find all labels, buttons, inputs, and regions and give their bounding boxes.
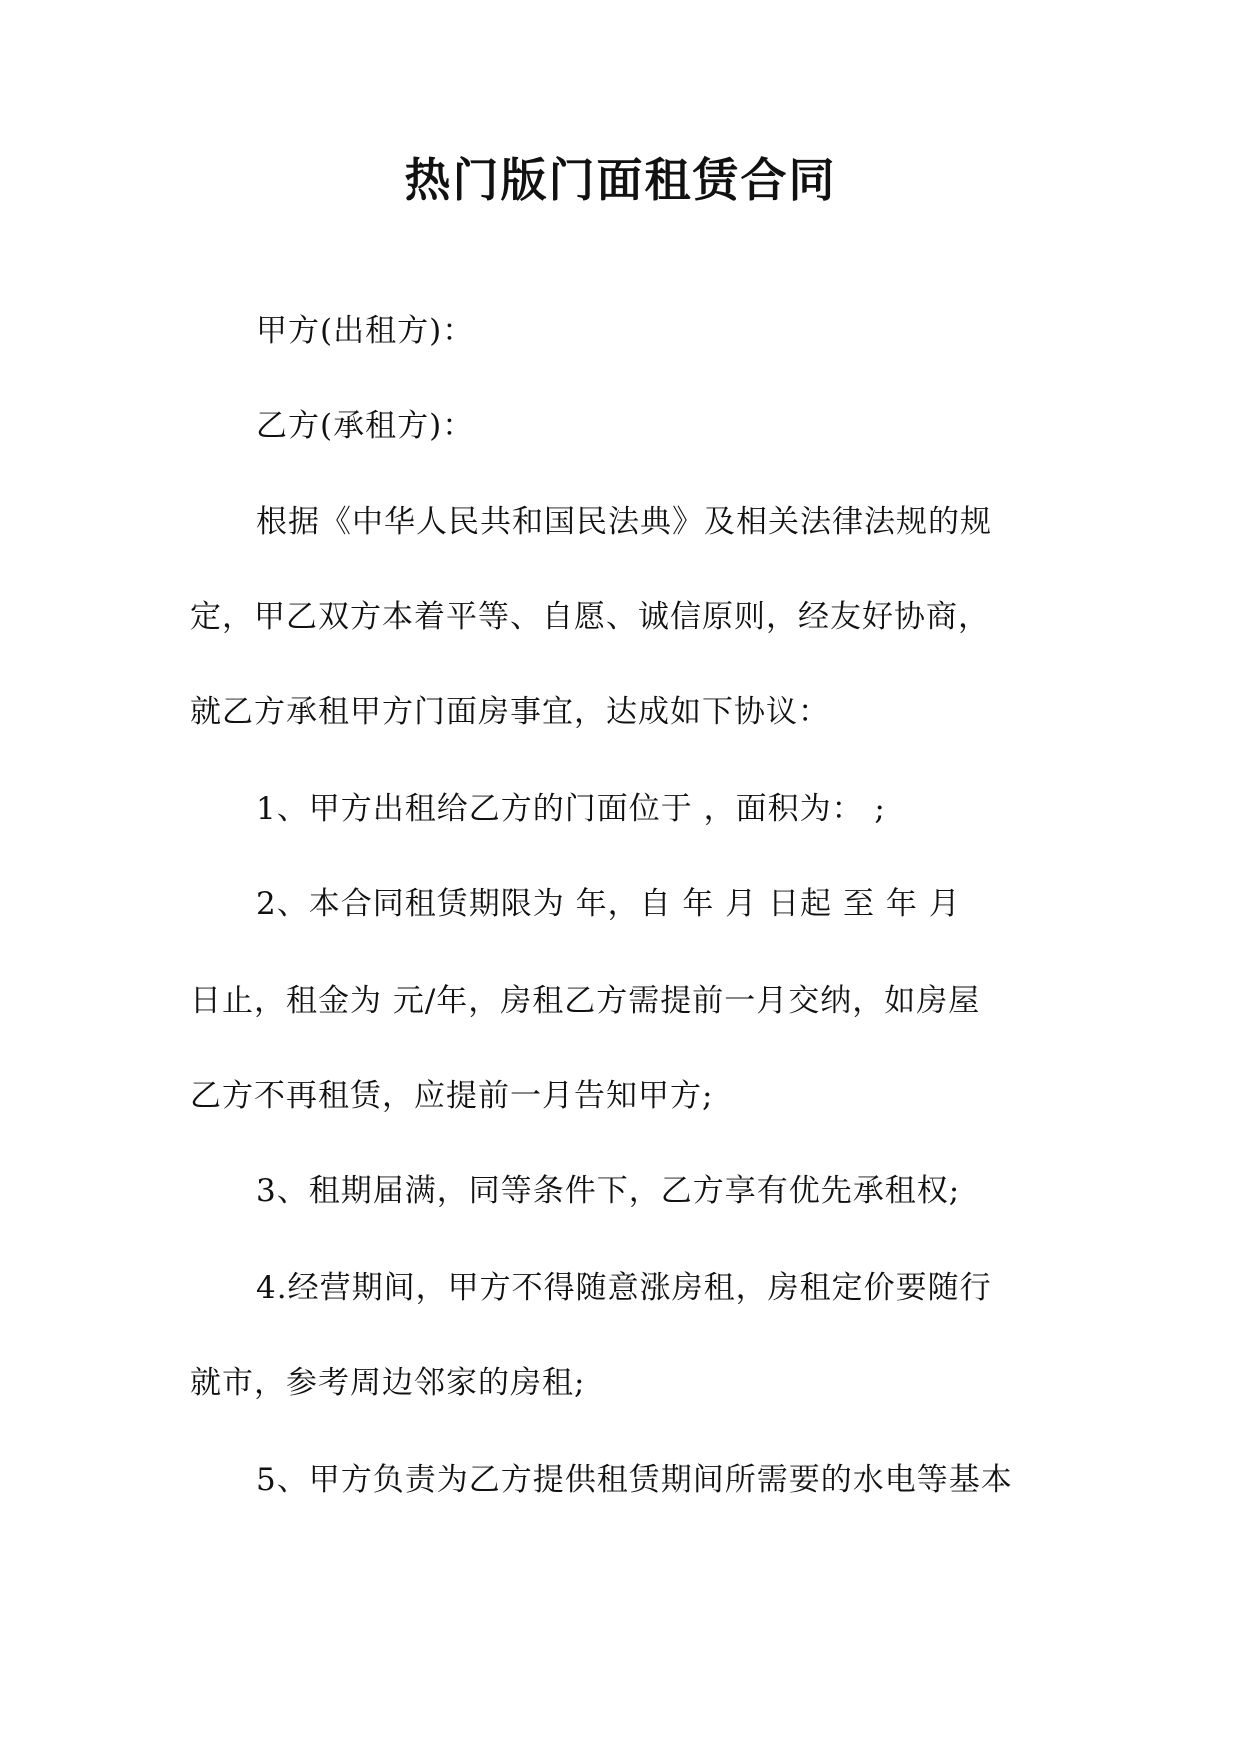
clause-1-line: 1、甲方出租给乙方的门面位于 ，面积为： ; (256, 791, 886, 827)
clause-4-line-2: 就市，参考周边邻家的房租; (190, 1365, 586, 1401)
party-b-line: 乙方(承租方)： (256, 408, 475, 444)
preamble-line-2: 定，甲乙双方本着平等、自愿、诚信原则，经友好协商， (190, 599, 990, 635)
clause-2-line-2: 日止，租金为 元/年，房租乙方需提前一月交纳，如房屋 (190, 983, 981, 1019)
document-title: 热门版门面租赁合同 (404, 153, 837, 207)
clause-4-line-1: 4.经营期间，甲方不得随意涨房租，房租定价要随行 (256, 1270, 992, 1306)
party-a-line: 甲方(出租方)： (256, 313, 475, 349)
preamble-line-3: 就乙方承租甲方门面房事宜，达成如下协议： (190, 694, 830, 730)
clause-2-line-3: 乙方不再租赁，应提前一月告知甲方; (190, 1078, 714, 1114)
preamble-line-1: 根据《中华人民共和国民法典》及相关法律法规的规 (256, 504, 992, 540)
clause-2-line-1: 2、本合同租赁期限为 年，自 年 月 日起 至 年 月 (256, 886, 961, 922)
clause-5-line-1: 5、甲方负责为乙方提供租赁期间所需要的水电等基本 (256, 1462, 1013, 1498)
clause-3-line: 3、租期届满，同等条件下，乙方享有优先承租权; (256, 1173, 961, 1209)
